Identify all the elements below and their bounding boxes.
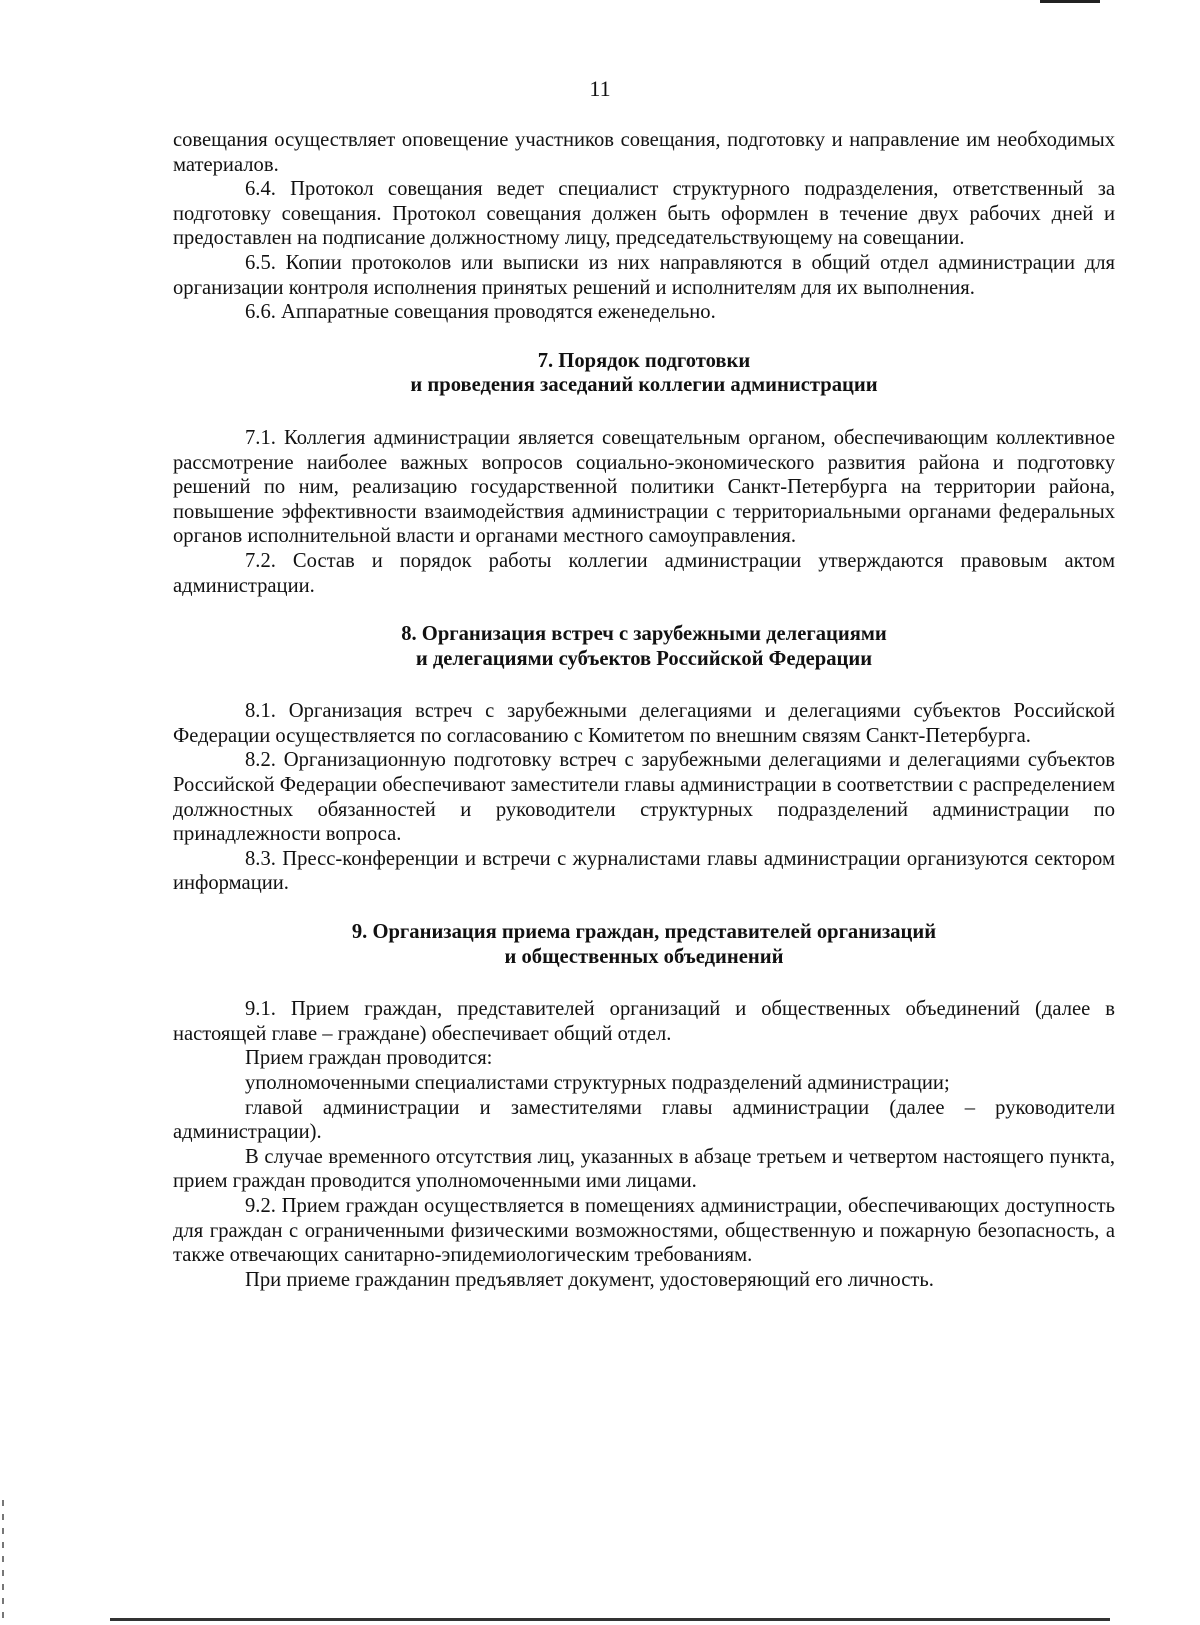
paragraph-9-2-identity: При приеме гражданин предъявляет документ, удостоверяющий его личность. — [245, 1268, 934, 1291]
section-7-heading-line-2: и проведения заседаний коллегии администрации — [410, 374, 878, 397]
paragraph-9-1-reception: Прием граждан проводится: — [245, 1047, 493, 1070]
document-body — [173, 128, 1115, 1292]
scan-edge-mark — [110, 1618, 1110, 1621]
paragraph-9-2: 9.2. Прием граждан осуществляется в помещениях администрации, обеспечивающих доступность для граждан с ограниченными физическими возможностями, общественную и пожарную безопасность, а также отвечающих санитарно-эпидемиологическим требованиям. — [173, 1194, 1115, 1267]
paragraph-8-1: 8.1. Организация встреч с зарубежными делегациями и делегациями субъектов Российской Федерации осуществляется по согласованию с Комитетом по внешним связям Санкт-Петербурга. — [173, 700, 1115, 747]
section-8-heading-line-2: и делегациями субъектов Российской Федерации — [415, 647, 873, 670]
paragraph-6-3-continued: совещания осуществляет оповещение участников совещания, подготовку и направление им необходимых материалов. — [173, 129, 1115, 176]
paragraph-9-1-absence: В случае временного отсутствия лиц, указанных в абзаце третьем и четвертом настоящего пункта, прием граждан проводится уполномоченными ими лицами. — [173, 1145, 1115, 1193]
section-9-heading — [173, 920, 1115, 969]
paragraph-7-1: 7.1. Коллегия администрации является совещательным органом, обеспечивающим коллективное рассмотрение наиболее важных вопросов социально-экономического развития района и подготовку решений по ним, реализацию государственной политики Санкт-Петербурга на территории района, повышение эффективности взаимодействия администрации с территориальными органами федеральных органов исполнительной власти и органами местного самоуправления. — [173, 426, 1115, 548]
scan-edge-mark — [2, 1500, 4, 1620]
section-7-heading-line-1: 7. Порядок подготовки — [537, 349, 751, 372]
paragraph-7-2: 7.2. Состав и порядок работы коллегии администрации утверждаются правовым актом администрации. — [173, 549, 1115, 597]
paragraph-8-2: 8.2. Организационную подготовку встреч с зарубежными делегациями и делегациями субъектов Российской Федерации обеспечивают заместители главы администрации в соответствии с распределением должностных обязанностей и руководители структурных подразделений администрации по принадлежности вопроса. — [173, 749, 1115, 846]
section-9-heading-line-2: и общественных объединений — [504, 945, 784, 968]
paragraph-6-4: 6.4. Протокол совещания ведет специалист структурного подразделения, ответственный за подготовку совещания. Протокол совещания должен быть оформлен в течение двух рабочих дней и предоставлен на подписание должностному лицу, председательствующему на совещании. — [173, 178, 1115, 250]
scan-edge-mark — [1040, 0, 1100, 3]
page-number: 11 — [589, 76, 611, 101]
paragraph-8-3: 8.3. Пресс-конференции и встречи с журналистами главы администрации организуются сектором информации. — [173, 847, 1115, 895]
paragraph-9-1-heads: главой администрации и заместителями главы администрации (далее – руководители администрации). — [173, 1096, 1115, 1144]
section-7-heading — [173, 349, 1115, 398]
section-8-heading — [173, 622, 1115, 671]
paragraph-9-1-specialists: уполномоченными специалистами структурных подразделений администрации; — [245, 1072, 950, 1094]
section-9-heading-line-1: 9. Организация приема граждан, представителей организаций — [351, 921, 937, 944]
paragraph-6-6: 6.6. Аппаратные совещания проводятся еженедельно. — [245, 301, 716, 324]
section-8-heading-line-1: 8. Организация встреч с зарубежными делегациями — [401, 623, 887, 646]
paragraph-6-5: 6.5. Копии протоколов или выписки из них направляются в общий отдел администрации для организации контроля исполнения принятых решений и исполнителям для их выполнения. — [173, 251, 1115, 299]
paragraph-9-1: 9.1. Прием граждан, представителей организаций и общественных объединений (далее в настоящей главе – граждане) обеспечивает общий отдел. — [173, 998, 1115, 1045]
